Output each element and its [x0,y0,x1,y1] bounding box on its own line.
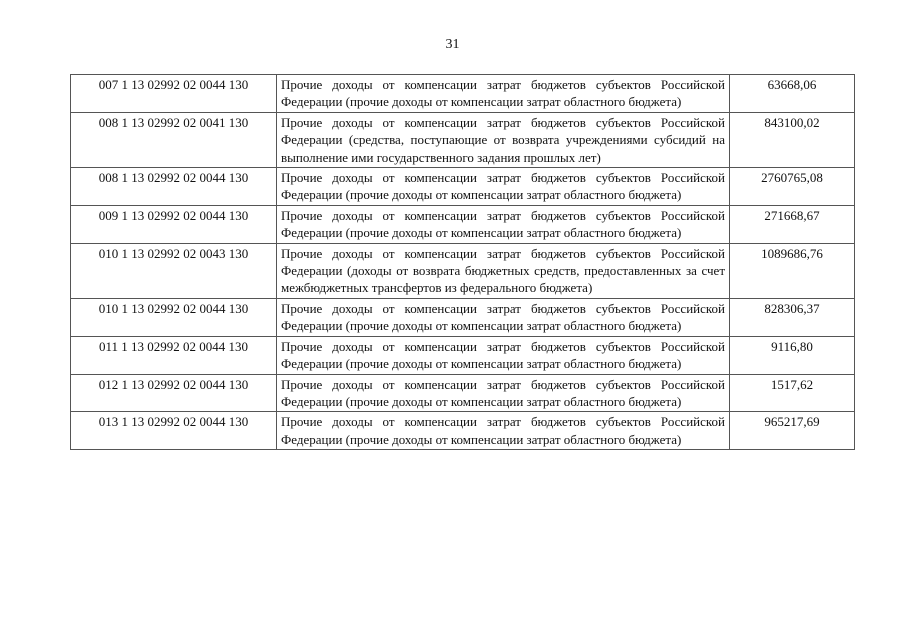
table-row [71,243,855,298]
amount-cell: 1517,62 [730,374,855,412]
amount-cell: 843100,02 [730,112,855,167]
budget-code-cell: 009 1 13 02992 02 0044 130 [71,205,277,243]
table-row [71,336,855,374]
budget-code-cell: 010 1 13 02992 02 0044 130 [71,298,277,336]
table-row [71,412,855,450]
amount-cell: 965217,69 [730,412,855,450]
income-description-cell: Прочие доходы от компенсации затрат бюджетов субъектов Российской Федерации (прочие доходы от компенсации затрат областного бюджета) [277,412,730,450]
income-description-cell: Прочие доходы от компенсации затрат бюджетов субъектов Российской Федерации (прочие доходы от компенсации затрат областного бюджета) [277,374,730,412]
budget-income-table [70,74,855,450]
page-number: 31 [445,37,460,52]
table-row [71,75,855,113]
budget-code-cell: 011 1 13 02992 02 0044 130 [71,336,277,374]
income-description-cell: Прочие доходы от компенсации затрат бюджетов субъектов Российской Федерации (прочие доходы от компенсации затрат областного бюджета) [277,168,730,206]
income-description-cell: Прочие доходы от компенсации затрат бюджетов субъектов Российской Федерации (доходы от возврата бюджетных средств, предоставленных за счет межбюджетных трансфертов из федерального бюджета) [277,243,730,298]
budget-code-cell: 007 1 13 02992 02 0044 130 [71,75,277,113]
income-description-cell: Прочие доходы от компенсации затрат бюджетов субъектов Российской Федерации (прочие доходы от компенсации затрат областного бюджета) [277,298,730,336]
amount-cell: 1089686,76 [730,243,855,298]
budget-code-cell: 012 1 13 02992 02 0044 130 [71,374,277,412]
table-row [71,112,855,167]
income-description-cell: Прочие доходы от компенсации затрат бюджетов субъектов Российской Федерации (прочие доходы от компенсации затрат областного бюджета) [277,205,730,243]
table-row [71,205,855,243]
table-row [71,374,855,412]
amount-cell: 63668,06 [730,75,855,113]
budget-code-cell: 008 1 13 02992 02 0044 130 [71,168,277,206]
amount-cell: 2760765,08 [730,168,855,206]
table-row [71,298,855,336]
amount-cell: 9116,80 [730,336,855,374]
budget-code-cell: 008 1 13 02992 02 0041 130 [71,112,277,167]
budget-code-cell: 013 1 13 02992 02 0044 130 [71,412,277,450]
table-row [71,168,855,206]
income-description-cell: Прочие доходы от компенсации затрат бюджетов субъектов Российской Федерации (прочие доходы от компенсации затрат областного бюджета) [277,336,730,374]
amount-cell: 828306,37 [730,298,855,336]
income-description-cell: Прочие доходы от компенсации затрат бюджетов субъектов Российской Федерации (средства, поступающие от возврата учреждениями субсидий на выполнение ими государственного задания прошлых лет) [277,112,730,167]
budget-code-cell: 010 1 13 02992 02 0043 130 [71,243,277,298]
income-description-cell: Прочие доходы от компенсации затрат бюджетов субъектов Российской Федерации (прочие доходы от компенсации затрат областного бюджета) [277,75,730,113]
amount-cell: 271668,67 [730,205,855,243]
